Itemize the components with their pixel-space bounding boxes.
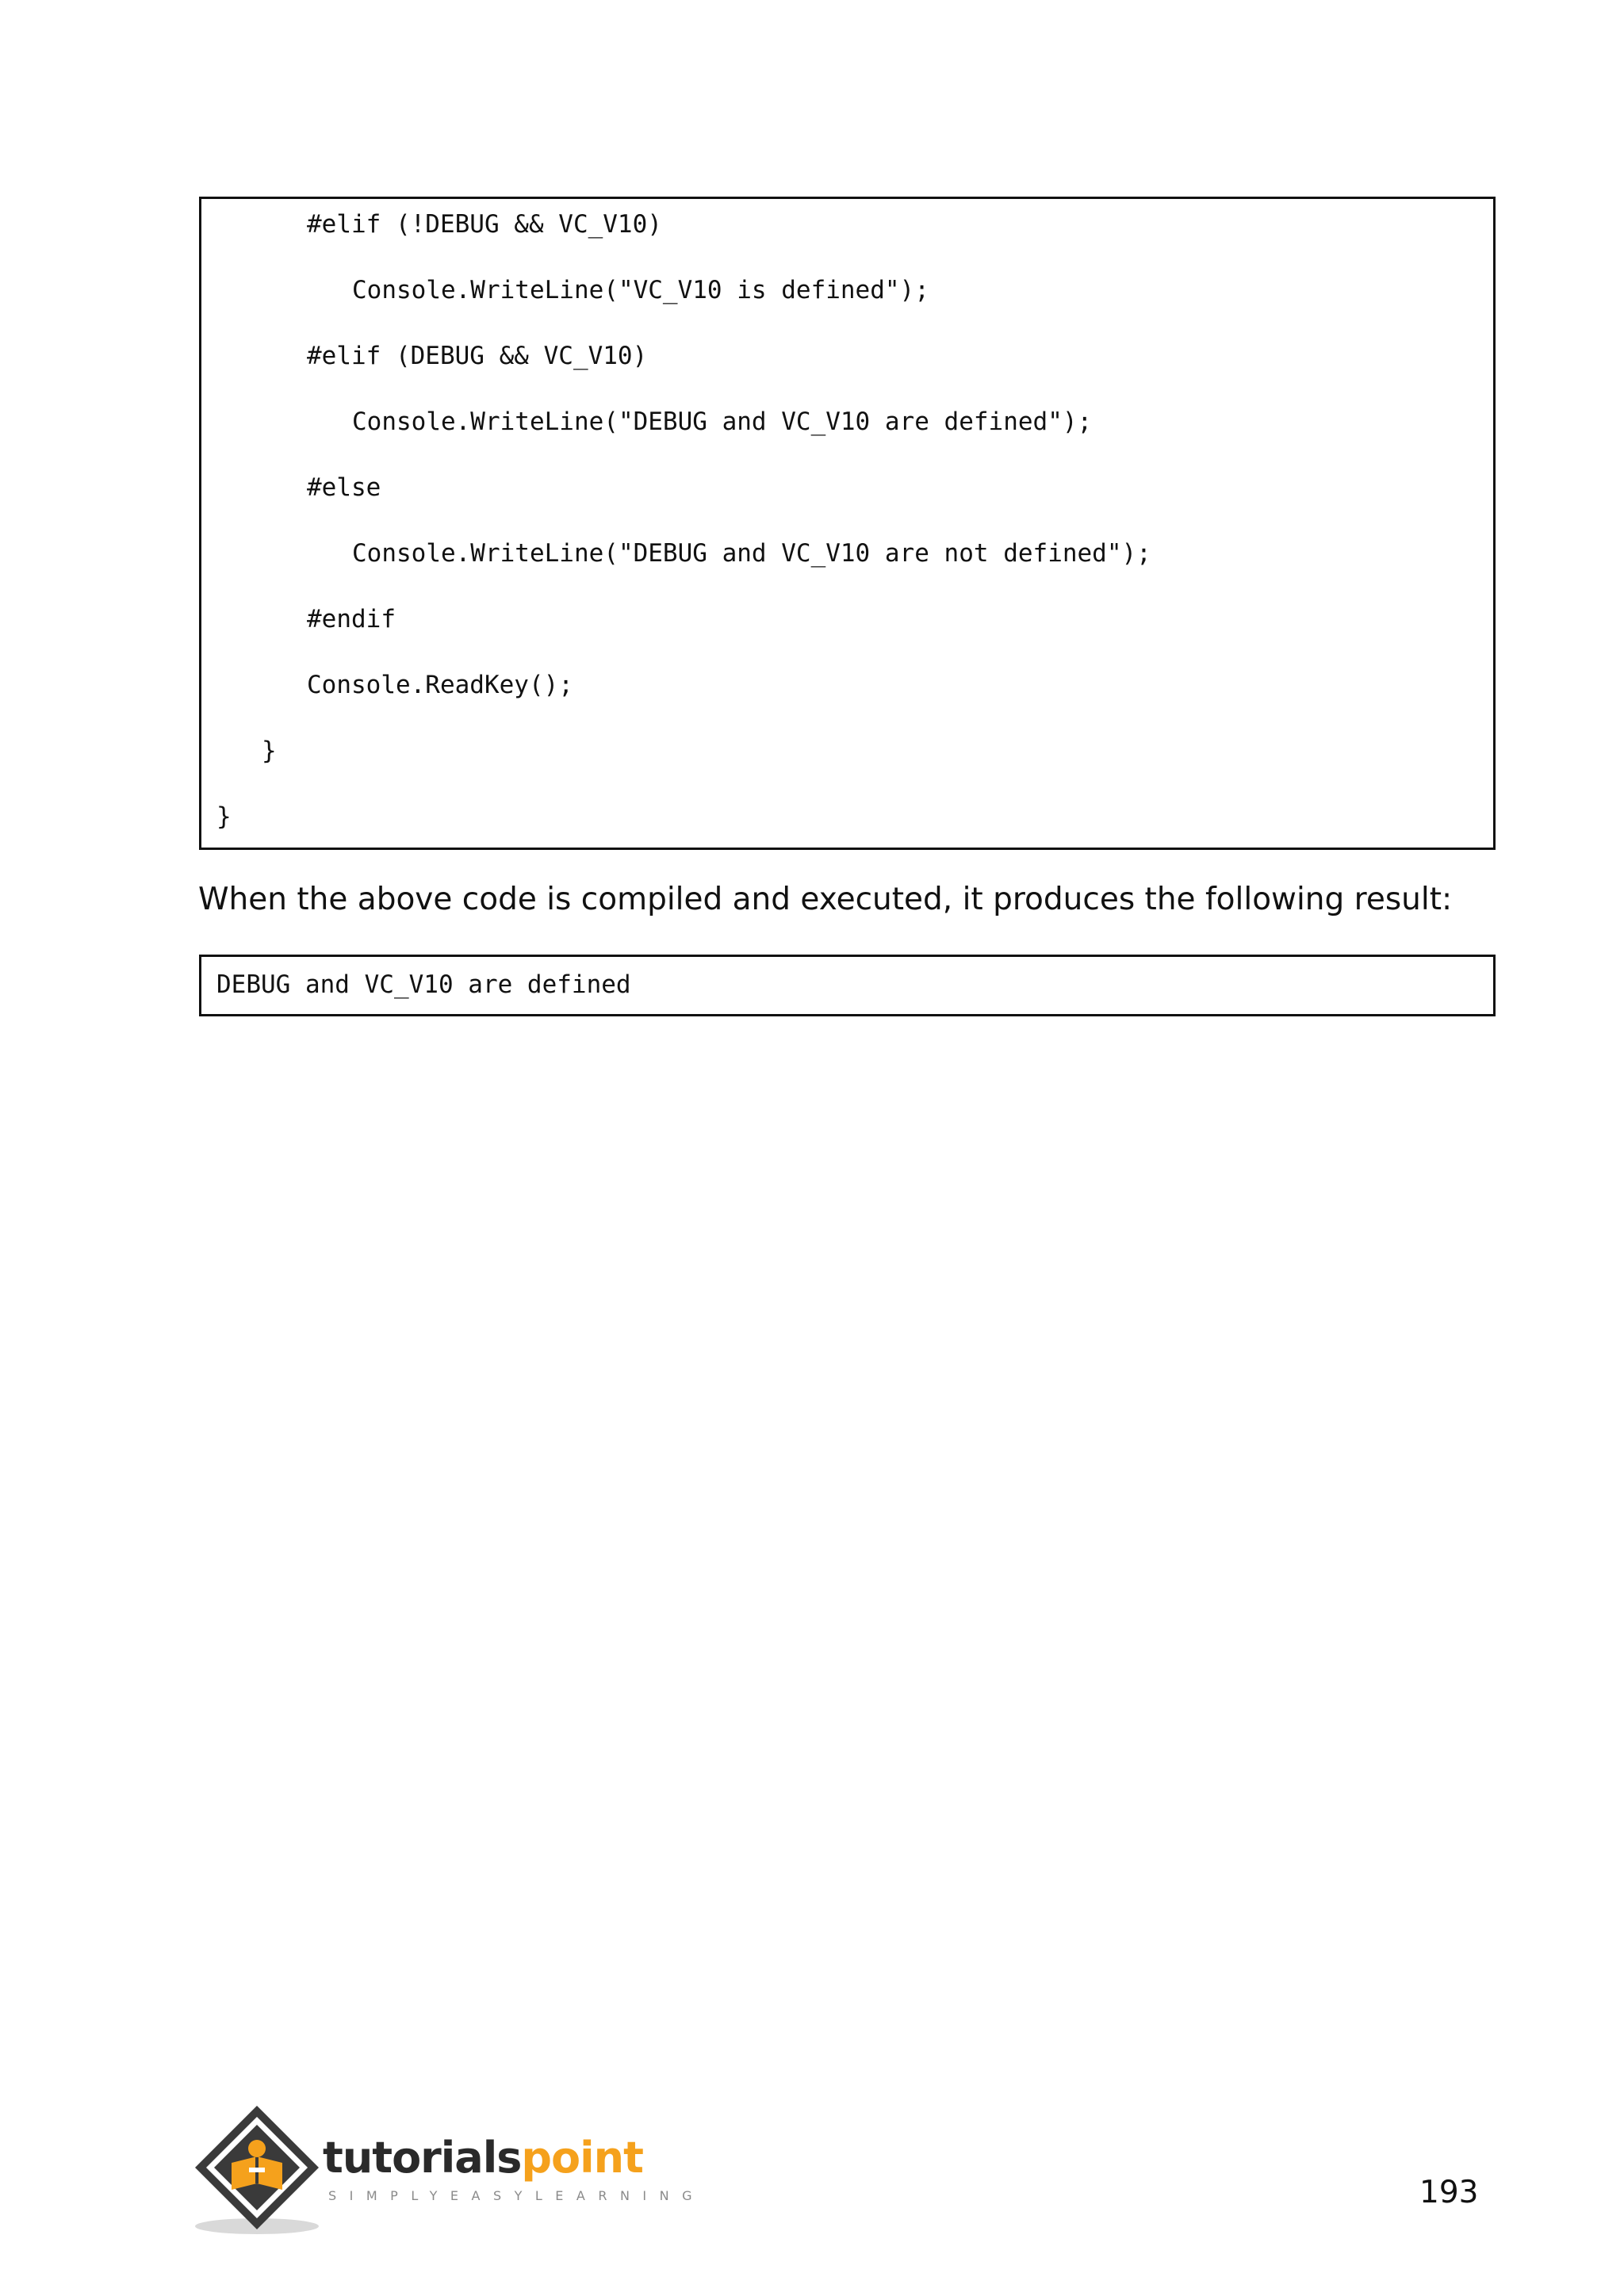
- logo-name-part2: point: [521, 2133, 643, 2183]
- page-number: 193: [1419, 2175, 1479, 2210]
- code-block: [199, 197, 1496, 850]
- code-line: Console.WriteLine("VC_V10 is defined");: [352, 276, 929, 304]
- code-line: #elif (DEBUG && VC_V10): [307, 342, 648, 370]
- code-line: #elif (!DEBUG && VC_V10): [307, 210, 662, 239]
- code-line: }: [216, 802, 232, 831]
- logo-tagline: SIMPLYEASYLEARNING: [328, 2188, 706, 2203]
- code-line: Console.WriteLine("DEBUG and VC_V10 are defined");: [352, 408, 1093, 436]
- code-line: }: [262, 737, 277, 765]
- logo-name-part1: tutorials: [323, 2133, 522, 2183]
- output-block: [199, 955, 1496, 1016]
- logo-emblem-icon: [193, 2101, 328, 2244]
- result-description: When the above code is compiled and executed, it produces the following result:: [198, 882, 1453, 917]
- output-line: DEBUG and VC_V10 are defined: [216, 970, 631, 999]
- code-line: #endif: [307, 605, 396, 633]
- code-line: #else: [307, 473, 381, 502]
- code-line: Console.WriteLine("DEBUG and VC_V10 are not defined");: [352, 539, 1151, 568]
- tutorialspoint-logo: [193, 2101, 706, 2244]
- logo-wordmark: [323, 2134, 643, 2182]
- code-line: Console.ReadKey();: [307, 671, 573, 699]
